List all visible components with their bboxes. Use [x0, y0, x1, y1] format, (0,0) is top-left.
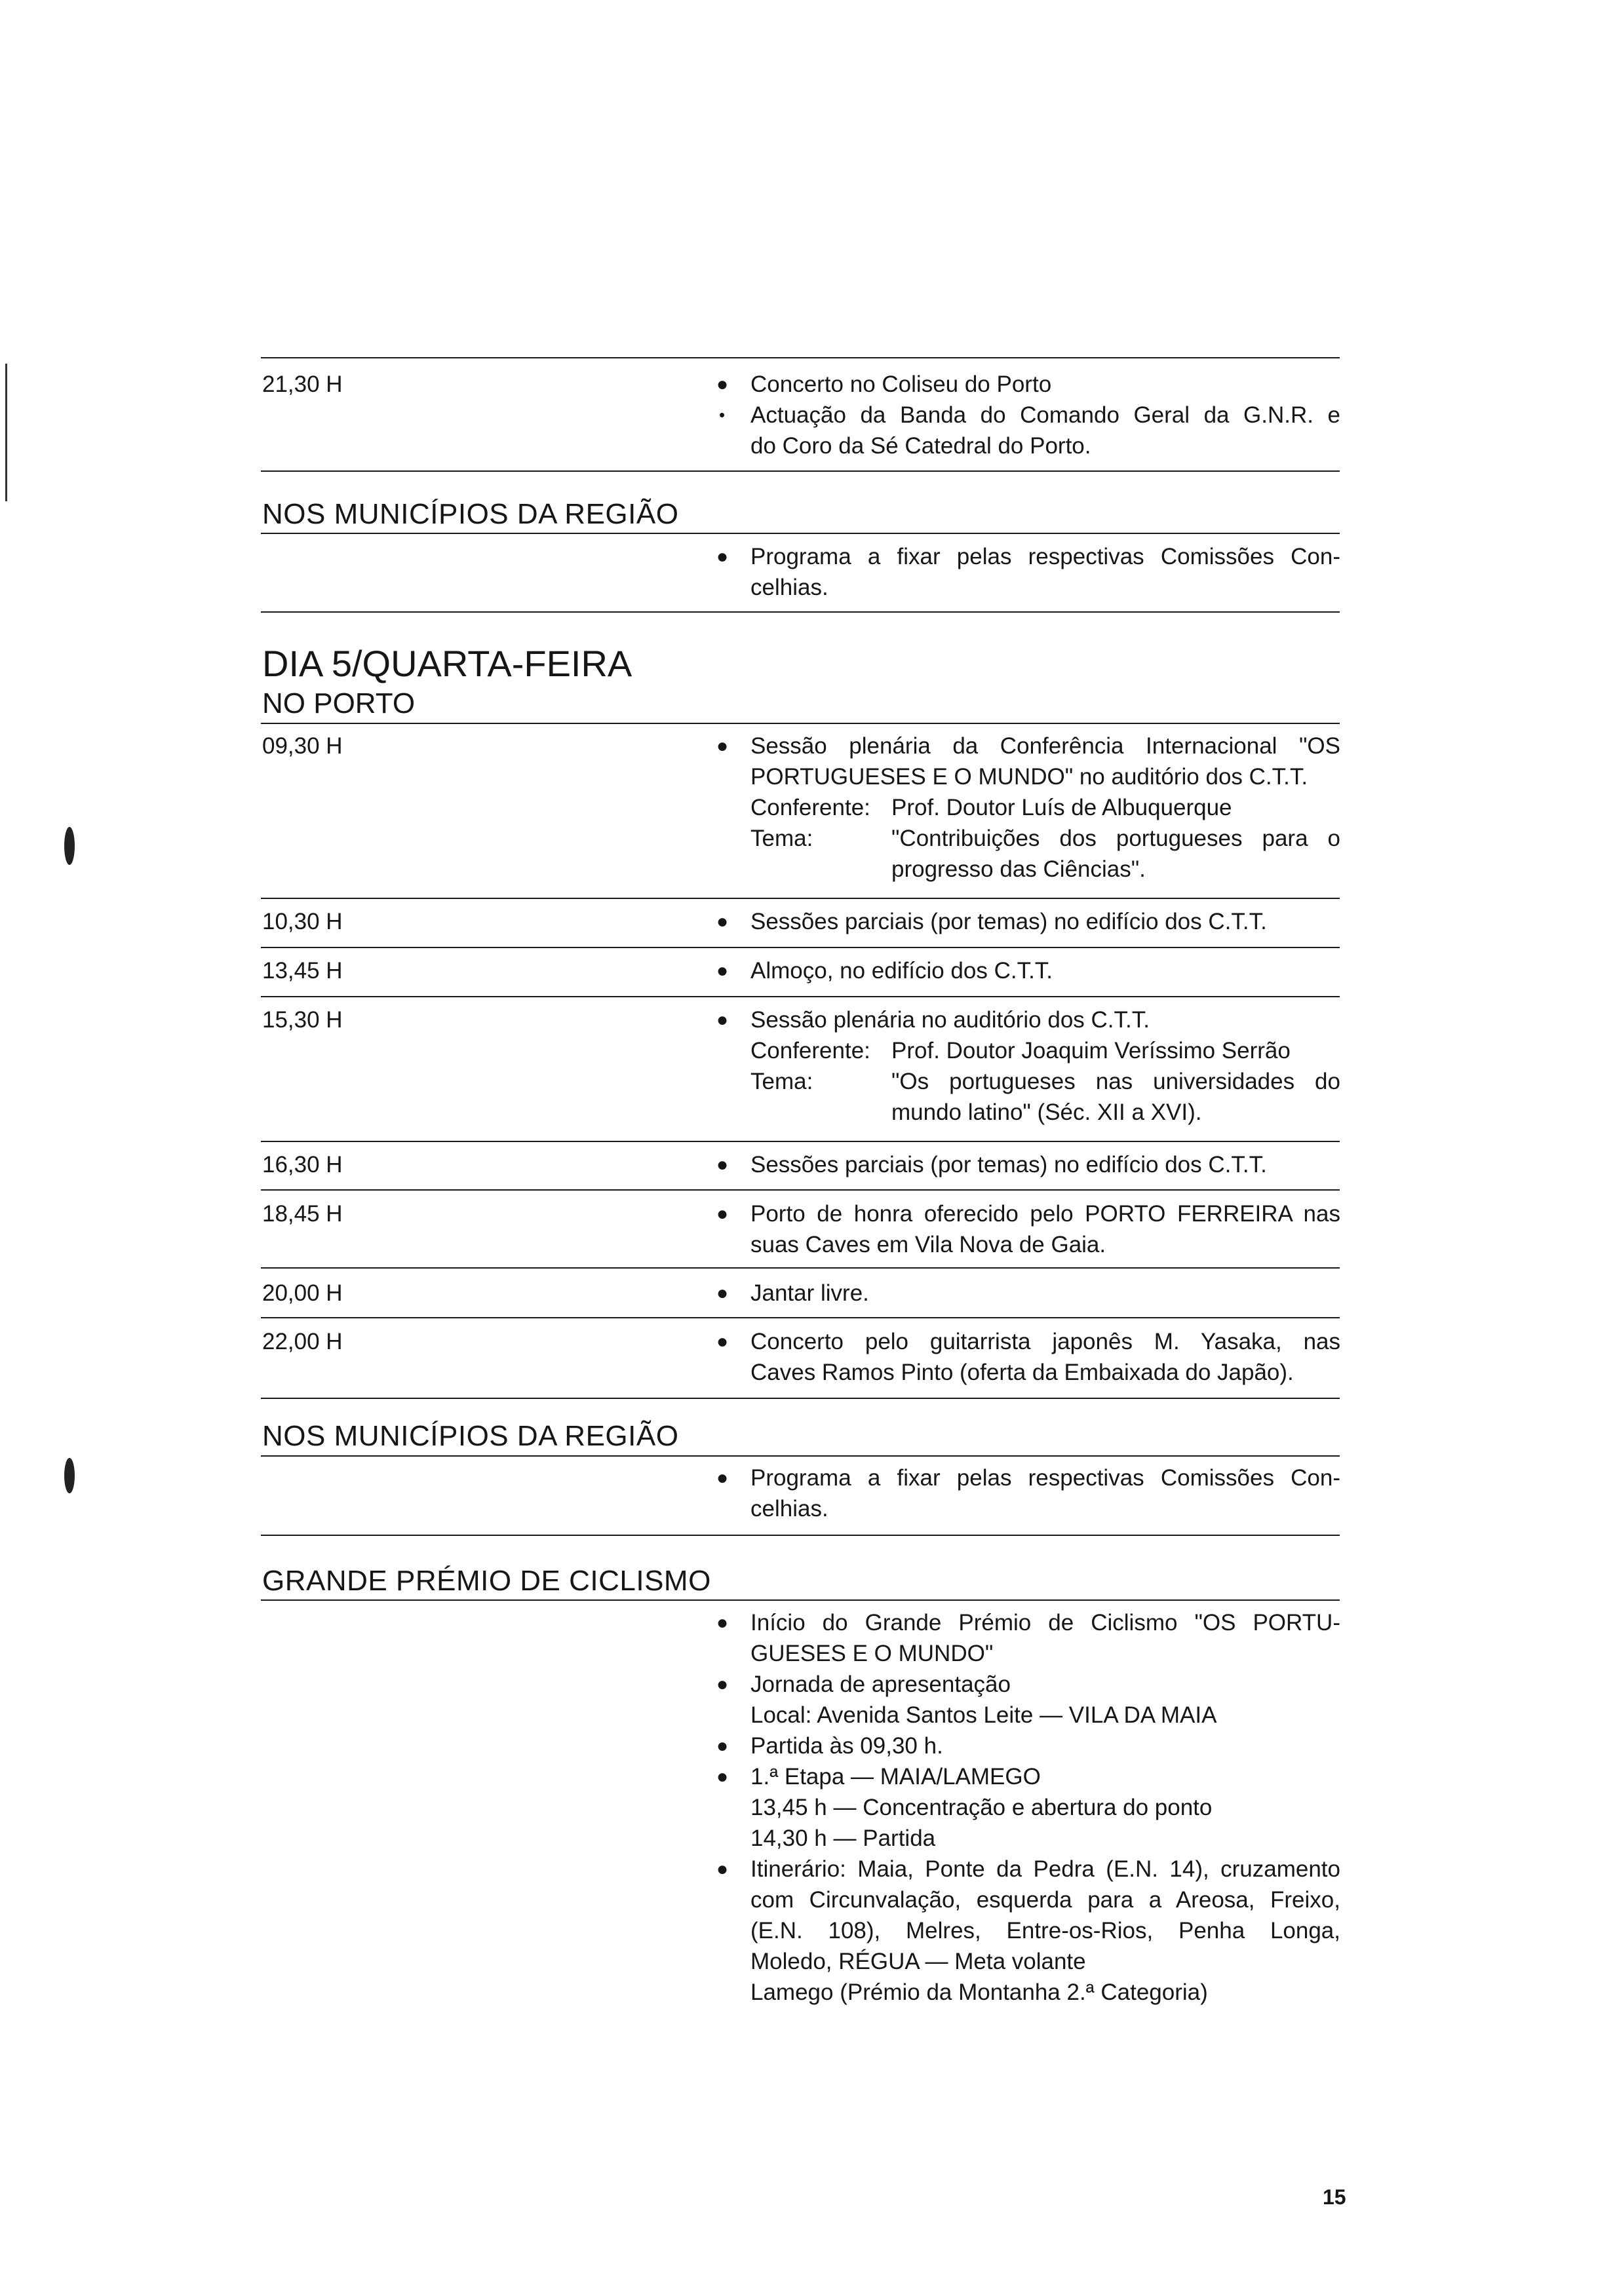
ciclismo-item-1: Início do Grande Prémio de Ciclismo "OS PORTU- GUESES E O MUNDO" — [750, 1610, 1340, 1666]
bullet-icon: ● — [716, 1612, 729, 1634]
rule — [261, 898, 1340, 899]
time-1030: 10,30 H — [262, 909, 343, 934]
rule — [261, 357, 1340, 358]
rule — [261, 1455, 1340, 1457]
rule — [261, 1599, 1340, 1601]
time-1530: 15,30 H — [262, 1007, 343, 1033]
day-subheading: NO PORTO — [262, 687, 416, 719]
rule — [261, 996, 1340, 997]
municipios-1-text: Programa a fixar pelas respectivas Comissões Con- celhias. — [750, 544, 1340, 600]
bullet-icon: ● — [716, 1858, 729, 1880]
day-heading: DIA 5/QUARTA-FEIRA — [262, 643, 632, 684]
ciclismo-item-4: 1.ª Etapa — MAIA/LAMEGO 13,45 h — Concentração e abertura do ponto 14,30 h — Partida — [750, 1764, 1213, 1851]
bullet-icon: ● — [716, 1203, 729, 1225]
municipios-2-text: Programa a fixar pelas respectivas Comissões Con- celhias. — [750, 1465, 1340, 1521]
time-2130: 21,30 H — [262, 372, 343, 397]
bullet-icon: ● — [716, 373, 729, 395]
rule — [261, 1189, 1340, 1191]
time-1345: 13,45 H — [262, 958, 343, 984]
entry-1530-text: Sessão plenária no auditório dos C.T.T. Conferente: Prof. Doutor Joaquim Veríssimo Serrão Tema: mundo latino" (Séc. XII a XVI). — [750, 1007, 1291, 1125]
rule — [261, 533, 1340, 534]
time-2000: 20,00 H — [262, 1280, 343, 1306]
bullet-icon: ● — [716, 911, 729, 932]
entry-2000-text: Jantar livre. — [750, 1280, 869, 1306]
page-number: 15 — [1323, 2185, 1346, 2209]
section-heading-municipios: NOS MUNICÍPIOS DA REGIÃO — [262, 1420, 679, 1452]
section-heading-ciclismo: GRANDE PRÉMIO DE CICLISMO — [262, 1565, 711, 1597]
time-0930: 09,30 H — [262, 733, 343, 759]
bullet-icon: ● — [716, 1331, 729, 1352]
rule — [261, 947, 1340, 948]
bullet-icon: ● — [716, 1154, 729, 1176]
bullet-icon: ● — [716, 1735, 729, 1757]
rule — [261, 1398, 1340, 1399]
bullet-icon: ● — [716, 1766, 729, 1788]
bullet-icon: ● — [716, 1674, 729, 1695]
rule — [261, 1317, 1340, 1318]
binder-hole-mark — [64, 827, 75, 865]
bullet-icon: ● — [716, 1467, 729, 1489]
entry-2200-text: Concerto pelo guitarrista japonês M. Yasaka, nas Caves Ramos Pinto (oferta da Embaixada do Japão). — [750, 1329, 1340, 1385]
rule — [261, 470, 1340, 472]
time-1845: 18,45 H — [262, 1201, 343, 1227]
bullet-icon: ● — [716, 1282, 729, 1304]
bullet-icon: ● — [716, 1009, 729, 1031]
entry-1630-text: Sessões parciais (por temas) no edifício dos C.T.T. — [750, 1152, 1267, 1177]
entry-1845-text: Porto de honra oferecido pelo PORTO FERREIRA nas suas Caves em Vila Nova de Gaia. — [750, 1201, 1340, 1257]
bullet-icon: ● — [716, 546, 729, 567]
bullet-icon: ● — [716, 960, 729, 982]
rule — [261, 1267, 1340, 1269]
ciclismo-item-5: Itinerário: Maia, Ponte da Pedra (E.N. 14), cruzamento com Circunvalação, esquerda para a Areosa, Freixo, (E.N. 108), Melres, Entre-os-Rios, Penha Longa, Moledo, RÉGUA — Meta volante Lamego (Prémio da Montanha 2.ª Categoria) — [750, 1856, 1340, 2005]
entry-1030-text: Sessões parciais (por temas) no edifício dos C.T.T. — [750, 909, 1267, 934]
time-1630: 16,30 H — [262, 1152, 343, 1177]
entry-0930-text: Sessão plenária da Conferência Internacional "OS PORTUGUESES E O MUNDO" no auditório dos C.T.T. Conferente: Prof. Doutor Luís de Albuquerque Tema: progresso das Ciências". — [750, 733, 1340, 882]
small-bullet-icon: • — [719, 405, 726, 425]
entry-1345-text: Almoço, no edifício dos C.T.T. — [750, 958, 1053, 984]
rule — [261, 1141, 1340, 1142]
rule — [261, 723, 1340, 724]
margin-scan-line — [5, 364, 7, 501]
rule — [261, 611, 1340, 613]
ciclismo-item-3: Partida às 09,30 h. — [750, 1733, 943, 1759]
binder-hole-mark — [64, 1458, 75, 1493]
entry-0930-tema: "Contribuições dos portugueses para o — [891, 826, 1340, 851]
section-heading-municipios: NOS MUNICÍPIOS DA REGIÃO — [262, 498, 679, 530]
rule — [261, 1535, 1340, 1536]
time-2200: 22,00 H — [262, 1329, 343, 1354]
entry-2130-text: Concerto no Coliseu do Porto — [750, 372, 1052, 397]
bullet-icon: ● — [716, 735, 729, 757]
entry-1530-tema: "Os portugueses nas universidades do — [891, 1069, 1340, 1094]
entry-2130-detail: Actuação da Banda do Comando Geral da G.N.R. e do Coro da Sé Catedral do Porto. — [750, 402, 1340, 459]
ciclismo-item-2: Jornada de apresentação Local: Avenida Santos Leite — VILA DA MAIA — [750, 1672, 1217, 1728]
